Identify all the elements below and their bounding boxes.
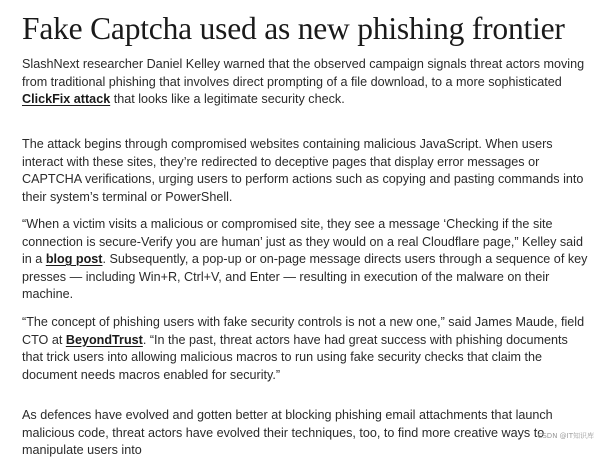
paragraph-text: that looks like a legitimate security check. [110,92,345,106]
paragraph-text: “The concept of phishing users with fake security controls is not a new one,” said James Maude, field CTO at [22,315,585,347]
article-paragraph-3 [22,216,588,304]
paragraph-text: SlashNext researcher Daniel Kelley warned that the observed campaign signals threat actors moving from traditional phishing that involves direct prompting of a file download, to a more sophisticated [22,57,585,89]
article-paragraph-5: As defences have evolved and gotten better at blocking phishing email attachments that launch malicious code, threat actors have evolved their techniques, too, to find more creative ways to manipulate users into [22,408,553,457]
paragraph-text: “When a victim visits a malicious or compromised site, they see a message ‘Checking if the site connection is secure-Verify you are human’ just as they would on a real Cloudflare page,” Kelley said in a [22,217,583,266]
article-headline: Fake Captcha used as new phishing frontier [22,11,565,46]
clickfix-attack-link[interactable]: ClickFix attack [22,92,111,106]
article-paragraph-4 [22,314,588,384]
paragraph-text: . Subsequently, a pop-up or on-page message directs users through a sequence of key presses — including Win+R, Ctrl+V, and Enter — resulting in execution of the malware on their machine. [22,252,588,301]
article-paragraph-2: The attack begins through compromised websites containing malicious JavaScript. When users interact with these sites, they’re redirected to deceptive pages that display error messages or CAPTCHA verifications, urging users to perform actions such as copying and pasting commands into their system’s terminal or PowerShell. [22,137,584,204]
beyondtrust-link[interactable]: BeyondTrust [65,332,143,347]
watermark: CSDN @IT知识库 [537,432,594,440]
blog-post-link[interactable]: blog post [45,252,103,266]
paragraph-text: . “In the past, threat actors have had great success with phishing documents that trick users into allowing malicious macros to run using fake security checks that claim the document needs macros enabled for security.” [22,332,568,382]
article-paragraph-1 [22,56,588,109]
